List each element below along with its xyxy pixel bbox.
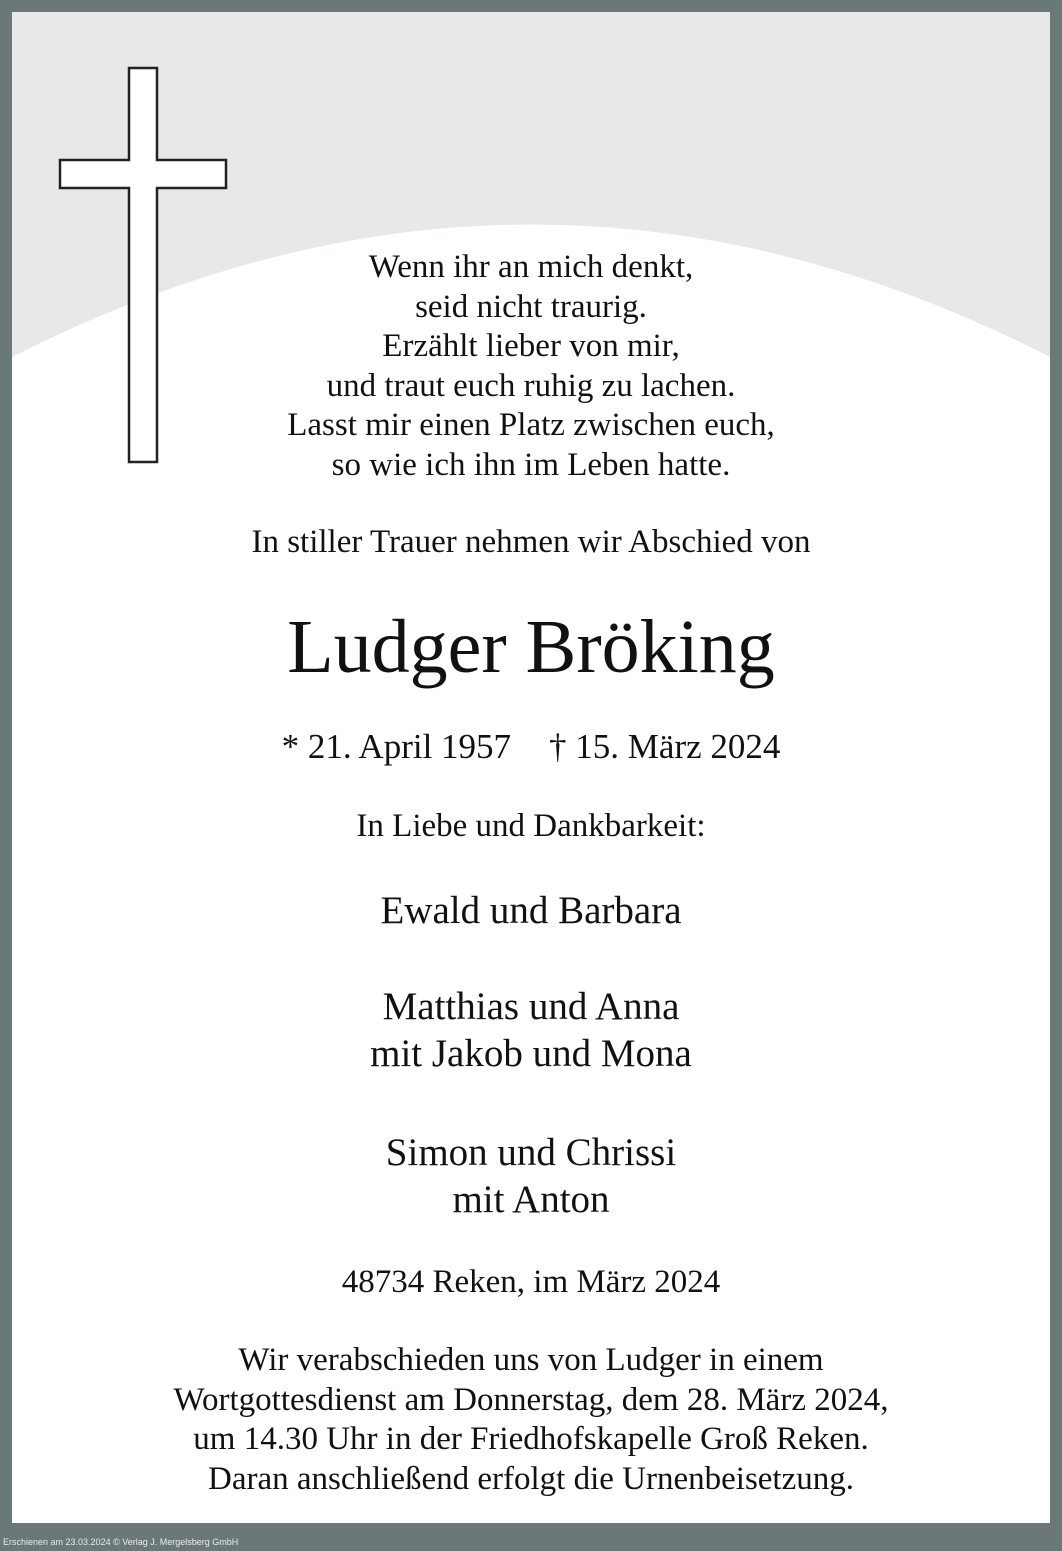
service-line: um 14.30 Uhr in der Friedhofskapelle Groß Reken. [193,1421,869,1457]
life-dates [12,726,1050,768]
intro-text: In stiller Trauer nehmen wir Abschied von [251,524,811,560]
poem-line: Lasst mir einen Platz zwischen euch, [287,407,775,443]
birth-date: * 21. April 1957 [281,727,512,766]
family-line: mit Jakob und Mona [370,1032,692,1075]
family-line: Simon und Chrissi [385,1131,677,1174]
poem-line: Erzählt lieber von mir, [382,328,680,364]
family-line: Ewald und Barbara [380,889,682,932]
thanks-text: In Liebe und Dankbarkeit: [356,808,706,844]
poem-line: Wenn ihr an mich denkt, [368,249,694,285]
obituary-card [12,12,1050,1523]
poem-line: so wie ich ihn im Leben hatte. [331,446,731,483]
poem [12,248,1050,485]
service-announcement [12,1341,1050,1499]
place-date: 48734 Reken, im März 2024 [341,1264,721,1300]
service-line: Daran anschließend erfolgt die Urnenbeisetzung. [208,1460,854,1497]
service-line: Wortgottesdienst am Donnerstag, dem 28. März 2024, [173,1381,889,1418]
poem-line: und traut euch ruhig zu lachen. [326,367,736,404]
deceased-name: Ludger Bröking [287,605,775,689]
publication-footer: Erschienen am 23.03.2024 © Verlag J. Mergelsberg GmbH [3,1537,239,1547]
family-group [12,887,1050,934]
family-group [12,1129,1050,1223]
family-line: mit Anton [452,1178,610,1221]
family-group [12,983,1050,1077]
service-line: Wir verabschieden uns von Ludger in einem [238,1342,824,1378]
death-date: † 15. März 2024 [549,727,781,766]
family-line: Matthias und Anna [382,985,680,1028]
poem-line: seid nicht traurig. [415,288,647,325]
